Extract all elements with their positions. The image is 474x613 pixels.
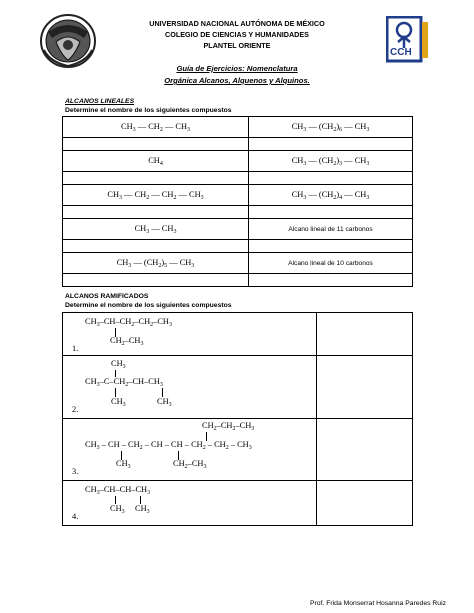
- college-name: COLEGIO DE CIENCIAS Y HUMANIDADES: [165, 30, 309, 39]
- compound-1-number: 1.: [72, 344, 79, 353]
- answer-row[interactable]: [63, 172, 413, 185]
- compound-2-bottom-bond-left: [115, 388, 116, 397]
- row-divider: [62, 480, 413, 481]
- footer-author: Prof. Frida Monserrat Hosanna Paredes Ruiz: [310, 600, 446, 607]
- compound-4-main-chain: $CH_3-CH-CH-CH_3$: [85, 485, 151, 496]
- compound-3-top-branch: $CH_2-CH_2-CH_3$: [202, 421, 255, 432]
- table-row: [63, 253, 413, 274]
- campus-name: PLANTEL ORIENTE: [203, 41, 271, 50]
- table-row: [63, 185, 413, 206]
- compound-3-number: 3.: [72, 467, 79, 476]
- formula-methane: $CH_4$: [63, 151, 249, 172]
- compound-3-main-chain: $CH_3$ – CH – $CH_2$ – CH – CH – $CH_2 - CH_2 - CH_3$: [85, 440, 252, 451]
- row-divider: [62, 355, 413, 356]
- compound-2-bottom-left: $CH_3$: [111, 397, 126, 408]
- label-decane: Alcano lineal de 10 carbonos: [249, 253, 413, 274]
- answer-row[interactable]: [63, 138, 413, 151]
- section-heading-linear: ALCANOS LINEALES: [65, 98, 135, 105]
- cch-logo-text: CCH: [390, 47, 412, 58]
- table-row: [63, 117, 413, 138]
- answer-row[interactable]: [63, 240, 413, 253]
- compound-2-top-bond: [115, 370, 116, 377]
- formula-octane: $CH_3$ — $(CH_2)_6$ — $CH_3$: [249, 117, 413, 138]
- section-heading-branched: ALCANOS RAMIFICADOS: [65, 293, 149, 300]
- compound-2-bottom-bond-right: [162, 388, 163, 397]
- answer-row[interactable]: [63, 206, 413, 219]
- answer-row[interactable]: [63, 274, 413, 287]
- compound-4-bottom-bond-right: [140, 496, 141, 504]
- compound-2-main-chain: $CH_3-C-CH_2-CH-CH_3$: [85, 377, 163, 388]
- formula-pentane: $CH_3$ — $(CH_2)_3$ — $CH_3$: [249, 151, 413, 172]
- formula-ethane: $CH_3$ — $CH_3$: [63, 219, 249, 240]
- compound-1-branch: $CH_2-CH_3$: [110, 336, 144, 347]
- section-instruction-branched: Determine el nombre de los siguientes compuestos: [65, 302, 232, 309]
- compound-4-bottom-left: $CH_3$: [110, 504, 125, 515]
- formula-hexane: $CH_3$ — $(CH_2)_4$ — $CH_3$: [249, 185, 413, 206]
- compound-4-number: 4.: [72, 512, 79, 521]
- compound-2-bottom-right: $CH_3$: [157, 397, 172, 408]
- guide-title: Guía de Ejercicios: Nomenclatura: [176, 64, 298, 73]
- formula-propane: $CH_3$ — $CH_2$ — $CH_3$: [63, 117, 249, 138]
- compound-3-bottom-right: $CH_2-CH_3$: [173, 459, 207, 470]
- compound-2-top-branch: $CH_3$: [111, 359, 126, 370]
- row-divider: [62, 418, 413, 419]
- section-instruction-linear: Determine el nombre de los siguientes compuestos: [65, 107, 232, 114]
- label-undecane: Alcano lineal de 11 carbonos: [249, 219, 413, 240]
- column-divider: [316, 312, 317, 526]
- compound-2-number: 2.: [72, 405, 79, 414]
- table-row: [63, 219, 413, 240]
- compound-3-bottom-left: $CH_3$: [116, 459, 131, 470]
- table-row: [63, 151, 413, 172]
- university-name: UNIVERSIDAD NACIONAL AUTÓNOMA DE MÉXICO: [149, 19, 325, 28]
- guide-subtitle: Orgánica Alcanos, Alquenos y Alquinos.: [164, 76, 310, 85]
- compound-1-main-chain: $CH_3-CH-CH_2-CH_2-CH_3$: [85, 317, 172, 328]
- compound-4-bottom-bond-left: [115, 496, 116, 504]
- compound-4-bottom-right: $CH_3$: [135, 504, 150, 515]
- linear-alkanes-table: [62, 116, 413, 287]
- formula-butane: $CH_3$ — $CH_2$ — $CH_2$ — $CH_3$: [63, 185, 249, 206]
- formula-heptane: $CH_3$ — $(CH_2)_5$ — $CH_3$: [63, 253, 249, 274]
